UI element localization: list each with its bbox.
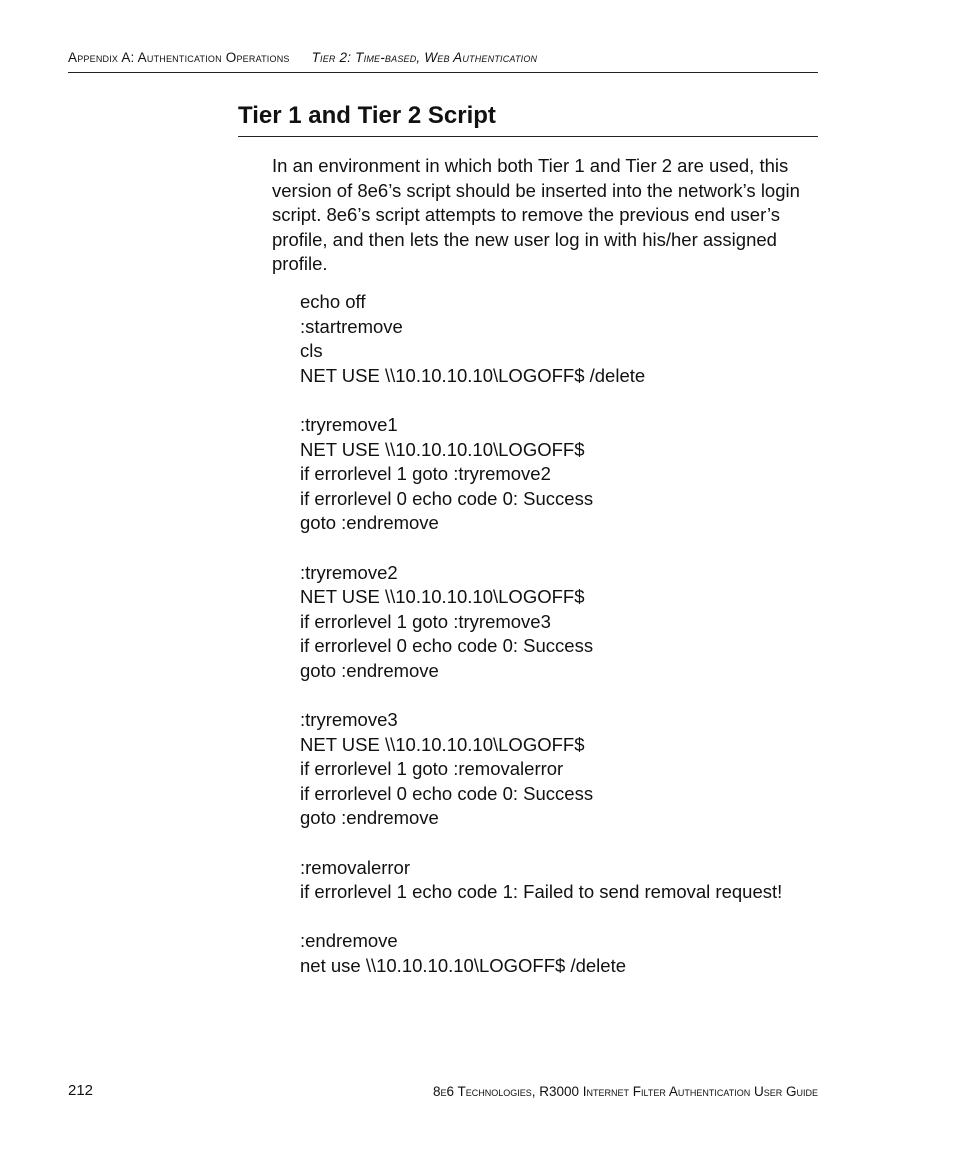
script-line: :startremove (300, 315, 403, 337)
script-line: NET USE \\10.10.10.10\LOGOFF$ (300, 438, 585, 460)
intro-paragraph: In an environment in which both Tier 1 and Tier 2 are used, this version of 8e6’s script should be inserted into the network’s login script. 8e6’s script attempts to remove the previous end user’s profile, and then lets the new user log in with his/her assigned profile. (272, 155, 800, 275)
running-header-section: Tier 2: Time-based, Web Authentication (311, 50, 538, 65)
script-line: goto :endremove (300, 659, 439, 681)
script-line: :removalerror (300, 856, 410, 878)
script-line: if errorlevel 1 goto :removalerror (300, 758, 564, 780)
running-header (68, 50, 818, 73)
script-line: goto :endremove (300, 807, 439, 829)
script-line: net use \\10.10.10.10\LOGOFF$ /delete (300, 955, 627, 977)
script-block (300, 413, 820, 536)
script-line: if errorlevel 1 goto :tryremove3 (300, 610, 551, 632)
footer-book-title: 8e6 Technologies, R3000 Internet Filter Authentication User Guide (432, 1084, 818, 1099)
script-line: goto :endremove (300, 512, 439, 534)
script-line: NET USE \\10.10.10.10\LOGOFF$ /delete (300, 364, 646, 386)
script-line: if errorlevel 0 echo code 0: Success (300, 782, 594, 804)
script-line: echo off (300, 291, 366, 312)
script-line: if errorlevel 0 echo code 0: Success (300, 487, 594, 509)
login-script-listing (300, 290, 820, 1003)
script-line: :tryremove3 (300, 709, 398, 731)
script-block (300, 929, 820, 978)
script-line: :tryremove2 (300, 561, 398, 583)
script-line: if errorlevel 1 goto :tryremove2 (300, 463, 551, 485)
script-block (300, 561, 820, 684)
script-line: :tryremove1 (300, 413, 398, 435)
script-line: if errorlevel 1 echo code 1: Failed to send removal request! (300, 881, 783, 903)
script-line: cls (300, 340, 323, 362)
script-line: NET USE \\10.10.10.10\LOGOFF$ (300, 586, 585, 608)
script-line: if errorlevel 0 echo code 0: Success (300, 635, 594, 657)
script-block (300, 856, 820, 905)
running-header-chapter: Appendix A: Authentication Operations (68, 50, 290, 65)
page-number: 212 (68, 1082, 94, 1099)
script-line: NET USE \\10.10.10.10\LOGOFF$ (300, 733, 585, 755)
script-block (300, 290, 820, 388)
script-block (300, 708, 820, 831)
script-line: :endremove (300, 930, 398, 952)
section-title: Tier 1 and Tier 2 Script (238, 100, 818, 137)
